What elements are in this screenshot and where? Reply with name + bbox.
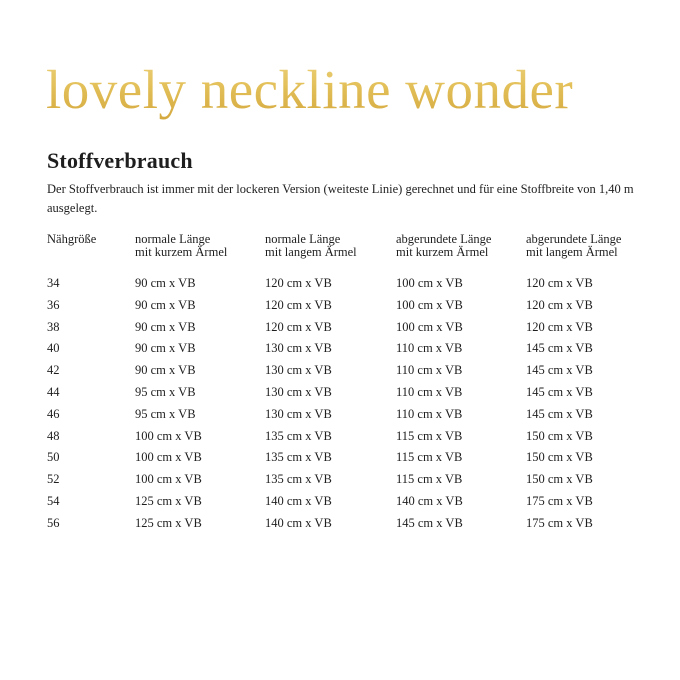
table-cell: 120 cm x VB xyxy=(526,319,593,334)
size-cell: 56 xyxy=(47,515,60,530)
table-cell: 100 cm x VB xyxy=(135,450,202,465)
table-row xyxy=(47,426,646,448)
table-row xyxy=(47,338,646,360)
column-header-line: normale Länge xyxy=(265,232,341,246)
table-cell: 130 cm x VB xyxy=(265,406,332,421)
table-cell: 115 cm x VB xyxy=(396,428,463,443)
table-cell: 115 cm x VB xyxy=(396,450,463,465)
column-header-line: abgerundete Länge xyxy=(526,232,622,246)
column-header-normal-long-sleeve xyxy=(265,233,396,273)
table-cell: 90 cm x VB xyxy=(135,363,196,378)
table-cell: 95 cm x VB xyxy=(135,406,196,421)
table-cell: 145 cm x VB xyxy=(526,406,593,421)
size-cell: 50 xyxy=(47,450,60,465)
table-cell: 125 cm x VB xyxy=(135,493,202,508)
table-cell: 175 cm x VB xyxy=(526,515,593,530)
column-header-line: normale Länge xyxy=(135,232,211,246)
table-cell: 100 cm x VB xyxy=(396,276,463,290)
column-header-line: mit kurzem Ärmel xyxy=(135,245,228,259)
table-cell: 100 cm x VB xyxy=(396,297,463,312)
table-cell: 135 cm x VB xyxy=(265,472,332,487)
table-cell: 140 cm x VB xyxy=(396,493,463,508)
size-cell: 40 xyxy=(47,341,60,356)
table-cell: 90 cm x VB xyxy=(135,341,196,356)
table-cell: 135 cm x VB xyxy=(265,428,332,443)
table-row xyxy=(47,491,646,513)
column-header-line: Nähgröße xyxy=(47,232,97,246)
table-cell: 145 cm x VB xyxy=(526,384,593,399)
table-cell: 125 cm x VB xyxy=(135,515,202,530)
intro-text: Der Stoffverbrauch ist immer mit der lockeren Version (weiteste Linie) gerechnet und für eine Stoffbreite von 1,40 m ausgelegt. xyxy=(47,182,634,215)
table-row xyxy=(47,360,646,382)
table-cell: 110 cm x VB xyxy=(396,406,463,421)
table-header-row xyxy=(47,233,646,273)
size-cell: 44 xyxy=(47,384,60,399)
column-header-rounded-short-sleeve xyxy=(396,233,526,273)
section-heading: Stoffverbrauch xyxy=(47,148,193,173)
table-row xyxy=(47,295,646,317)
table-cell: 150 cm x VB xyxy=(526,450,593,465)
column-header-line: mit kurzem Ärmel xyxy=(396,245,489,259)
table-cell: 100 cm x VB xyxy=(135,472,202,487)
table-row xyxy=(47,404,646,426)
table-cell: 115 cm x VB xyxy=(396,472,463,487)
table-cell: 130 cm x VB xyxy=(265,341,332,356)
table-row xyxy=(47,317,646,339)
table-cell: 175 cm x VB xyxy=(526,493,593,508)
table-cell: 95 cm x VB xyxy=(135,384,196,399)
table-cell: 140 cm x VB xyxy=(265,515,332,530)
size-cell: 52 xyxy=(47,472,60,487)
table-row xyxy=(47,513,646,535)
size-cell: 36 xyxy=(47,297,60,312)
table-cell: 110 cm x VB xyxy=(396,363,463,378)
column-header-line: abgerundete Länge xyxy=(396,232,492,246)
table-row xyxy=(47,469,646,491)
table-cell: 110 cm x VB xyxy=(396,384,463,399)
table-row xyxy=(47,447,646,469)
table-cell: 120 cm x VB xyxy=(265,276,332,290)
fabric-consumption-table xyxy=(47,233,646,535)
table-row xyxy=(47,273,646,295)
table-cell: 90 cm x VB xyxy=(135,297,196,312)
size-cell: 42 xyxy=(47,363,60,378)
table-cell: 150 cm x VB xyxy=(526,472,593,487)
size-cell: 54 xyxy=(47,493,60,508)
table-cell: 145 cm x VB xyxy=(526,363,593,378)
table-cell: 145 cm x VB xyxy=(526,341,593,356)
table-cell: 130 cm x VB xyxy=(265,363,332,378)
column-header-line: mit langem Ärmel xyxy=(526,245,618,259)
table-cell: 150 cm x VB xyxy=(526,428,593,443)
table-cell: 120 cm x VB xyxy=(265,319,332,334)
table-cell: 135 cm x VB xyxy=(265,450,332,465)
table-row xyxy=(47,382,646,404)
table-cell: 120 cm x VB xyxy=(526,276,593,290)
table-cell: 130 cm x VB xyxy=(265,384,332,399)
table-cell: 120 cm x VB xyxy=(526,297,593,312)
table-cell: 100 cm x VB xyxy=(396,319,463,334)
page-title: lovely neckline wonder xyxy=(46,50,573,130)
column-header-normal-short-sleeve xyxy=(135,233,265,273)
size-cell: 38 xyxy=(47,319,60,334)
table-cell: 100 cm x VB xyxy=(135,428,202,443)
size-cell: 46 xyxy=(47,406,60,421)
size-cell: 34 xyxy=(47,276,60,290)
table-cell: 145 cm x VB xyxy=(396,515,463,530)
table-cell: 120 cm x VB xyxy=(265,297,332,312)
column-header-line: mit langem Ärmel xyxy=(265,245,357,259)
table-cell: 90 cm x VB xyxy=(135,319,196,334)
size-cell: 48 xyxy=(47,428,60,443)
table-cell: 90 cm x VB xyxy=(135,276,196,290)
table-cell: 140 cm x VB xyxy=(265,493,332,508)
column-header-rounded-long-sleeve xyxy=(526,233,646,273)
column-header-size xyxy=(47,233,135,273)
table-cell: 110 cm x VB xyxy=(396,341,463,356)
